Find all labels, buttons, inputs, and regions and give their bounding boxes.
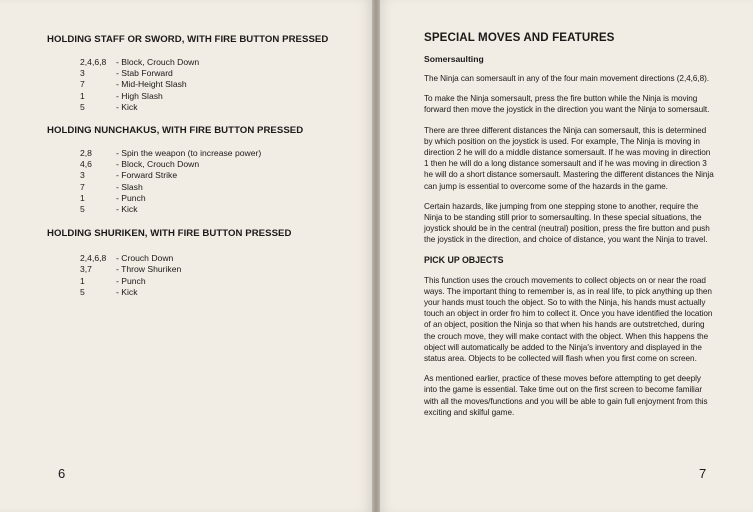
move-row [80,91,347,102]
move-desc: - Kick [116,101,138,112]
move-desc: - Slash [116,181,143,192]
right-page-content [424,31,714,427]
move-desc: - Block, Crouch Down [116,57,200,67]
move-keys: 7 [80,79,85,90]
move-row [80,276,347,287]
paragraph: As mentioned earlier, practice of these moves before attempting to get deeply into the game is essential. Take time out on the first screen to become familiar with all the moves/functions and you will be able to gain full enjoyment from this exciting and skilful game. [424,374,708,417]
move-keys: 4,6 [80,159,92,170]
move-desc: - Punch [116,275,146,286]
move-desc: - Kick [116,204,138,215]
move-keys: 5 [80,101,85,112]
left-page-content [47,34,347,298]
move-desc: - Forward Strike [116,170,178,181]
move-desc: - Block, Crouch Down [116,159,200,170]
move-desc: - Punch [116,192,146,203]
staff-sword-heading: HOLDING STAFF OR SWORD, WITH FIRE BUTTON PRESSED [47,34,329,45]
move-keys: 2,4,6,8 [80,57,107,67]
paragraph: This function uses the crouch movements to collect objects on or near the road ways. The important thing to remember is, as in real life, to pick anything up then your hands must touch the object. So to with the Ninja, his hands must actually touch an object in order fro him to collect it. Once you have identified the location of an object, position the Ninja so that when his hands are outstretched, during the crouch move, they will make contact with the object. When this happens the object will automatically be added to the Ninja's inventory and displayed in the status area. Objects to be collected will flash when you first come on screen. [424,275,713,364]
move-desc: - Spin the weapon (to increase power) [116,148,262,159]
move-row [80,57,347,68]
move-keys: 2,8 [80,148,92,159]
move-row [80,68,347,79]
move-row [80,170,347,181]
move-keys: 1 [80,192,85,203]
paragraph: There are three different distances the Ninja can somersault, this is determined by which position on the joystick is used. For example, The Ninja is moving in direction 2 he will do a middle distance somersault. If he was moving in direction 1 then he will do a long distance somersault and if he was moving in direction 3 he will do a short distance somersault. Mastering the different distances the Ninja can jump is essential to overcome some of the hazards in the game. [424,125,714,191]
move-row [80,204,347,215]
paragraph: Certain hazards, like jumping from one stepping stone to another, require the Ninja to be standing still prior to somersaulting. In these special situations, the joystick should be in the central (neutral) position, press the fire button and push the joystick in the direction, and choice of distance, you want the Ninja to travel. [424,201,710,245]
move-keys: 5 [80,286,85,297]
move-desc: - Throw Shuriken [116,264,182,275]
somersaulting-heading: Somersaulting [424,54,484,64]
shuriken-moves [80,253,347,298]
nunchakus-moves [80,148,347,215]
move-desc: - Mid-Height Slash [116,79,187,90]
move-desc: - High Slash [116,90,163,101]
move-row [80,264,347,275]
move-desc: - Stab Forward [116,68,173,79]
move-keys: 3 [80,68,85,79]
move-row [80,182,347,193]
move-keys: 3 [80,170,85,181]
staff-sword-moves [80,57,347,113]
book-gutter [372,0,380,512]
move-keys: 1 [80,275,85,286]
move-row [80,79,347,90]
move-row [80,159,347,170]
paragraph: To make the Ninja somersault, press the fire button while the Ninja is moving forward then move the joystick in the direction you want the Ninja to somersault. [424,94,710,115]
nunchakus-heading: HOLDING NUNCHAKUS, WITH FIRE BUTTON PRESSED [47,125,304,137]
move-keys: 7 [80,181,85,192]
pickup-heading: PICK UP OBJECTS [424,254,504,265]
move-row [80,102,347,113]
move-row [80,148,347,159]
move-keys: 1 [80,90,85,101]
shuriken-heading: HOLDING SHURIKEN, WITH FIRE BUTTON PRESSED [47,228,292,240]
move-row [80,253,347,264]
move-keys: 5 [80,204,85,215]
paragraph: The Ninja can somersault in any of the four main movement directions (2,4,6,8). [424,74,710,83]
right-page-number: 7 [699,466,707,481]
move-desc: - Crouch Down [116,253,174,264]
move-keys: 2,4,6,8 [80,253,107,264]
move-row [80,193,347,204]
page-title: SPECIAL MOVES AND FEATURES [424,31,615,44]
move-desc: - Kick [116,286,138,297]
move-keys: 3,7 [80,264,92,275]
move-row [80,287,347,298]
left-page-number: 6 [58,466,66,481]
